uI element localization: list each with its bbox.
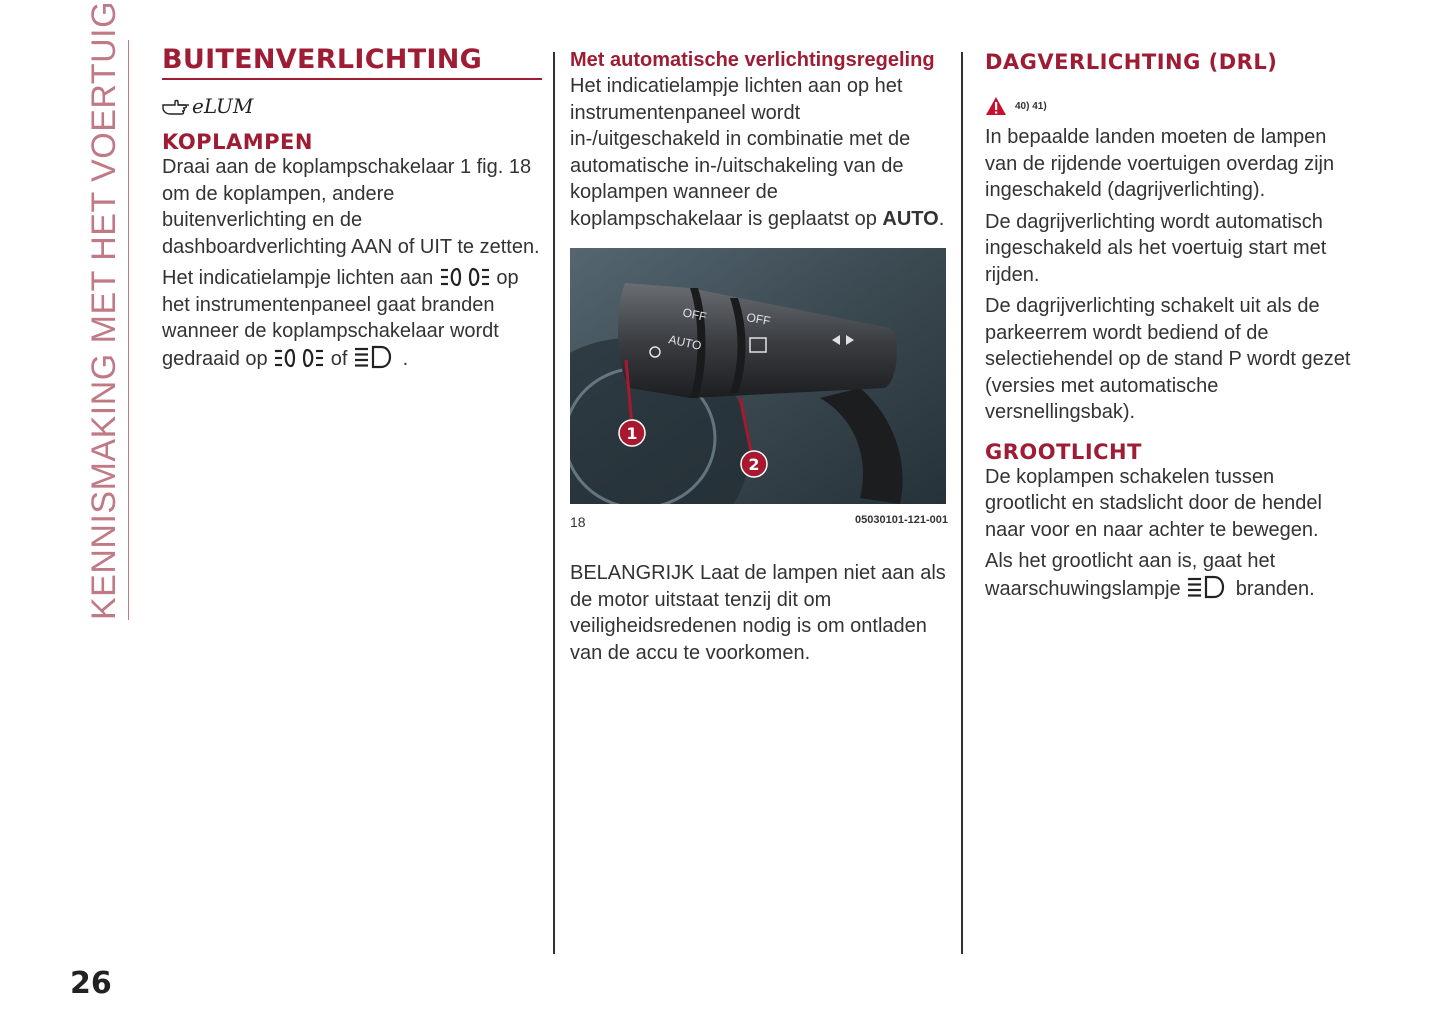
figure-light-switch-stalk — [570, 248, 946, 504]
elum-version-badge — [162, 92, 542, 120]
figure-code: 05030101-121-001 — [855, 514, 948, 526]
auto-mode-label: AUTO — [667, 332, 703, 353]
column-2 — [570, 44, 948, 666]
paragraph: De dagrijverlichting schakelt uit als de parkeerrem wordt bediend of de selectiehendel op de stand P wordt gezet (versies met automatische versnellingsbak). — [985, 295, 1351, 423]
text-span: . — [402, 347, 409, 370]
marker-2-label: 2 — [748, 455, 760, 474]
light-switch-stalk-illustration — [570, 248, 946, 504]
warning-triangle-icon — [985, 96, 1007, 116]
paragraph: De koplampen schakelen tussen grootlicht en stadslicht door de hendel naar voor en naar achter te bewegen. — [985, 465, 1322, 541]
side-lights-icon — [273, 347, 325, 369]
chapter-title: KENNISMAKING MET HET VOERTUIG — [80, 40, 129, 620]
column-1 — [162, 44, 542, 372]
figure-number: 18 — [570, 514, 586, 530]
paragraph: De dagrijverlichting wordt automatisch ingeschakeld als het voertuig start met rijden. — [985, 210, 1327, 286]
paragraph — [162, 265, 542, 372]
text-span: branden. — [1235, 577, 1315, 600]
text-span: Het indicatielampje lichten aan — [162, 267, 434, 289]
off-label: OFF — [745, 310, 772, 329]
subheading-automatische-verlichtingsregeling: Met automatische verlichtingsregeling — [570, 49, 935, 71]
paragraph: In bepaalde landen moeten de lampen van de rijdende voertuigen overdag zijn ingeschakeld (dagrijverlichting). — [985, 126, 1335, 201]
section-heading-koplampen: KOPLAMPEN — [162, 130, 313, 154]
page-number: 26 — [70, 966, 112, 1001]
auto-label: AUTO — [882, 207, 939, 230]
section-heading-grootlicht: GROOTLICHT — [985, 439, 1142, 464]
warning-references — [985, 96, 1357, 116]
warning-refs-label: 40) 41) — [1015, 100, 1047, 112]
elum-label: eLUM — [192, 94, 254, 118]
figure-caption — [570, 514, 948, 530]
column-divider — [961, 52, 963, 954]
high-beam-icon — [353, 345, 397, 369]
paragraph — [985, 548, 1357, 602]
section-heading-dagverlichting: DAGVERLICHTING (DRL) — [985, 50, 1278, 74]
marker-1-label: 1 — [626, 424, 638, 443]
important-note: BELANGRIJK Laat de lampen niet aan als de motor uitstaat tenzij dit om veiligheidsredenen nodig is om ontladen van de accu te voorkomen. — [570, 562, 946, 664]
high-beam-icon — [1186, 575, 1230, 599]
text-span: of — [330, 347, 348, 370]
column-3 — [985, 44, 1357, 602]
text-span: . — [938, 207, 945, 230]
paragraph — [570, 73, 948, 232]
column-divider — [553, 52, 555, 954]
text-span: Het indicatielampje lichten aan op het instrumentenpaneel wordt in-/uitgeschakeld in combinatie met de automatische in-/uitschakeling van de koplampen wanneer de koplampschakelaar is geplaatst op — [570, 75, 911, 230]
off-label: OFF — [681, 305, 708, 324]
section-title-buitenverlichting: BUITENVERLICHTING — [162, 44, 542, 80]
pointing-hand-icon — [162, 96, 190, 116]
paragraph: Draai aan de koplampschakelaar 1 fig. 18 om de koplampen, andere buitenverlichting en de dashboardverlichting AAN of UIT te zetten. — [162, 156, 540, 258]
side-lights-icon — [439, 266, 491, 288]
text-span: Als het grootlicht aan is, gaat het waarschuwingslampje — [985, 550, 1276, 600]
text-span: op het instrumentenpaneel gaat branden wanneer de koplampschakelaar wordt gedraaid op — [162, 267, 519, 370]
